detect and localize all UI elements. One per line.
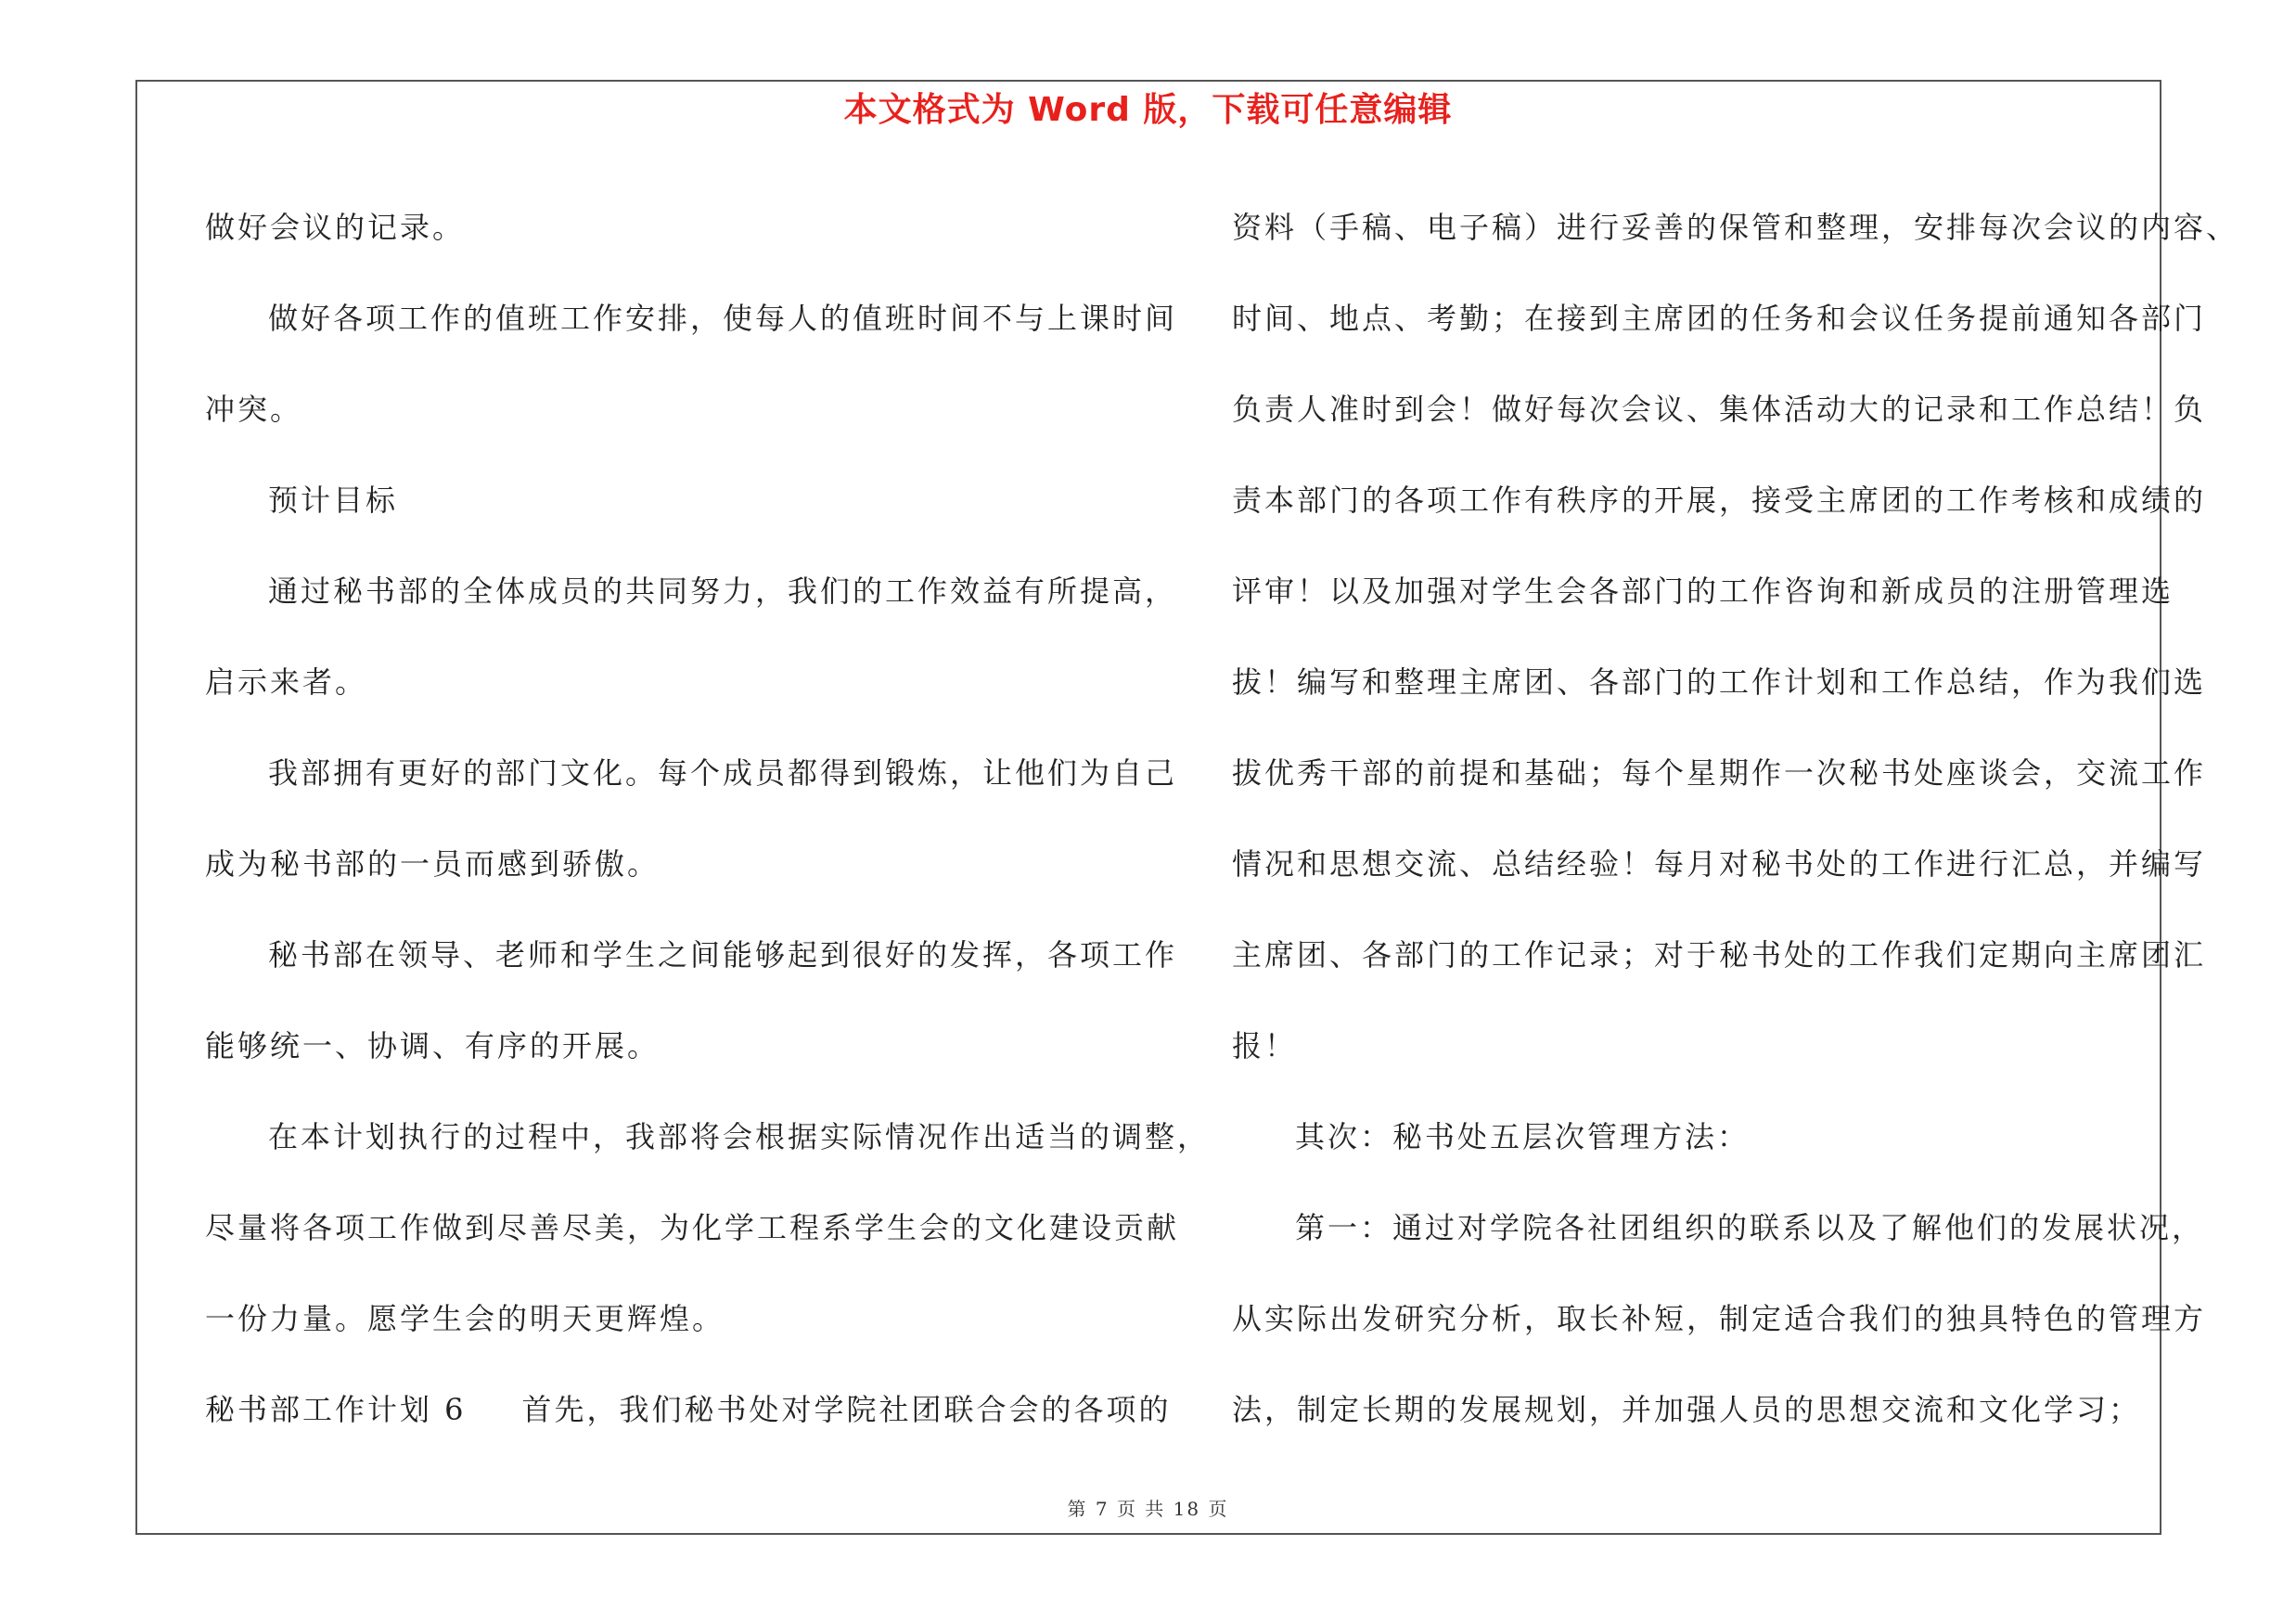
paragraph-line: 责本部门的各项工作有秩序的开展，接受主席团的工作考核和成绩的: [1232, 483, 2207, 518]
paragraph-line: 通过秘书部的全体成员的共同努力，我们的工作效益有所提高，: [268, 573, 1178, 609]
paragraph-line: 报！: [1232, 1028, 1298, 1063]
paragraph-line: 一份力量。愿学生会的明天更辉煌。: [205, 1301, 725, 1336]
paragraph-line: 情况和思想交流、总结经验！每月对秘书处的工作进行汇总，并编写: [1232, 846, 2207, 882]
paragraph-line: 在本计划执行的过程中，我部将会根据实际情况作出适当的调整，: [268, 1119, 1211, 1154]
paragraph-line: 时间、地点、考勤；在接到主席团的任务和会议任务提前通知各部门: [1232, 301, 2207, 336]
paragraph-line: 冲突。: [205, 392, 303, 427]
paragraph-line: 资料（手稿、电子稿）进行妥善的保管和整理，安排每次会议的内容、: [1232, 210, 2239, 245]
paragraph-line: 法，制定长期的发展规划，并加强人员的思想交流和文化学习；: [1232, 1392, 2142, 1427]
section-title: 秘书部工作计划 6: [205, 1392, 467, 1427]
paragraph-line: 做好各项工作的值班工作安排，使每人的值班时间不与上课时间: [268, 301, 1178, 336]
section-heading-line: [205, 1364, 1172, 1455]
paragraph-line: 负责人准时到会！做好每次会议、集体活动大的记录和工作总结！负: [1232, 392, 2207, 427]
paragraph-line: 从实际出发研究分析，取长补短，制定适合我们的独具特色的管理方: [1232, 1301, 2207, 1336]
paragraph-line: 成为秘书部的一员而感到骄傲。: [205, 846, 661, 882]
paragraph-line: 拔优秀干部的前提和基础；每个星期作一次秘书处座谈会，交流工作: [1232, 755, 2207, 791]
paragraph-line: 能够统一、协调、有序的开展。: [205, 1028, 661, 1063]
paragraph-line: 我部拥有更好的部门文化。每个成员都得到锻炼，让他们为自己: [268, 755, 1178, 791]
paragraph-line: 做好会议的记录。: [205, 210, 466, 245]
paragraph-line: 拔！编写和整理主席团、各部门的工作计划和工作总结，作为我们选: [1232, 664, 2207, 700]
left-column: [205, 182, 1211, 1455]
right-column: [1232, 182, 2239, 1455]
subheading: 其次：秘书处五层次管理方法：: [1295, 1119, 1751, 1154]
paragraph-line: 秘书部在领导、老师和学生之间能够起到很好的发挥，各项工作: [268, 937, 1178, 973]
section-first-line: 首先，我们秘书处对学院社团联合会的各项的: [521, 1392, 1172, 1427]
paragraph-line: 尽量将各项工作做到尽善尽美，为化学工程系学生会的文化建设贡献: [205, 1210, 1180, 1245]
word-format-banner: 本文格式为 Word 版，下载可任意编辑: [843, 91, 1453, 129]
page-number-footer: 第 7 页 共 18 页: [1067, 1498, 1229, 1520]
paragraph-line: 评审！以及加强对学生会各部门的工作咨询和新成员的注册管理选: [1232, 573, 2174, 609]
subheading: 预计目标: [268, 483, 399, 518]
paragraph-line: 主席团、各部门的工作记录；对于秘书处的工作我们定期向主席团汇: [1232, 937, 2207, 973]
paragraph-line: 第一：通过对学院各社团组织的联系以及了解他们的发展状况，: [1295, 1210, 2205, 1245]
paragraph-line: 启示来者。: [205, 664, 368, 700]
